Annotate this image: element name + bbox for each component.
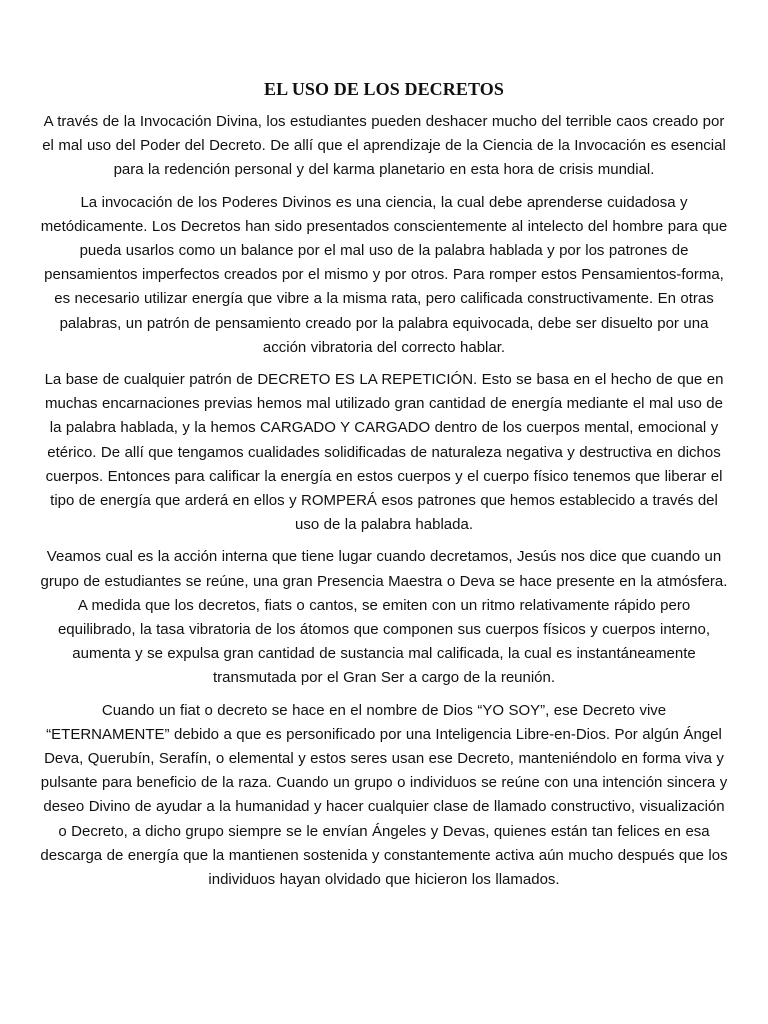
paragraph-3: La base de cualquier patrón de DECRETO ES LA REPETICIÓN. Esto se basa en el hecho de que en muchas encarnaciones previas hemos mal utilizado gran cantidad de energía mediante el mal uso de la palabra hablada, y la hemos CARGADO Y CARGADO dentro de los cuerpos mental, emocional y etérico. De allí que tengamos cualidades solidificadas de naturaleza negativa y destructiva en dichos cuerpos. Entonces para calificar la energía en estos cuerpos y el cuerpo físico tenemos que liberar el tipo de energía que arderá en ellos y ROMPERÁ esos patrones que hemos establecido a través del uso de la palabra hablada.: [44, 371, 724, 534]
document-title: EL USO DE LOS DECRETOS: [264, 79, 504, 99]
paragraph-5: Cuando un fiat o decreto se hace en el nombre de Dios “YO SOY”, ese Decreto vive “ETERNAMENTE” debido a que es personificado por una Inteligencia Libre-en-Dios. Por algún Ángel Deva, Querubín, Serafín, o elemental y estos seres usan ese Decreto, manteniéndolo en forma viva y pulsante para beneficio de la raza. Cuando un grupo o individuos se reúne con una intención sincera y deseo Divino de ayudar a la humanidad y hacer cualquier clase de llamado constructivo, visualización o Decreto, a dicho grupo siempre se le envían Ángeles y Devas, quienes están tan felices en esa descarga de energía que la mantienen sostenida y constantemente activa aún mucho después que los individuos hayan olvidado que hicieron los llamados.: [40, 701, 728, 889]
paragraph-4: Veamos cual es la acción interna que tiene lugar cuando decretamos, Jesús nos dice que cuando un grupo de estudiantes se reúne, una gran Presencia Maestra o Deva se hace presente en la atmósfera. A medida que los decretos, fiats o cantos, se emiten con un ritmo relativamente rápido pero equilibrado, la tasa vibratoria de los átomos que componen sus cuerpos físicos y cuerpos interno, aumenta y se expulsa gran cantidad de sustancia mal calificada, la cual es instantáneamente transmutada por el Gran Ser a cargo de la reunión.: [40, 548, 728, 687]
paragraph-2: La invocación de los Poderes Divinos es una ciencia, la cual debe aprenderse cuidadosa y metódicamente. Los Decretos han sido presentados conscientemente al intelecto del hombre para que pueda usarlos como un balance por el mal uso de la palabra hablada y por los patrones de pensamientos imperfectos creados por el mismo y por otros. Para romper estos Pensamientos-forma, es necesario utilizar energía que vibre a la misma rata, pero calificada constructivamente. En otras palabras, un patrón de pensamiento creado por la palabra equivocada, debe ser disuelto por una acción vibratoria del correcto hablar.: [40, 193, 728, 356]
paragraph-1: A través de la Invocación Divina, los estudiantes pueden deshacer mucho del terrible caos creado por el mal uso del Poder del Decreto. De allí que el aprendizaje de la Ciencia de la Invocación es esencial para la redención personal y del karma planetario en esta hora de crisis mundial.: [42, 113, 726, 179]
